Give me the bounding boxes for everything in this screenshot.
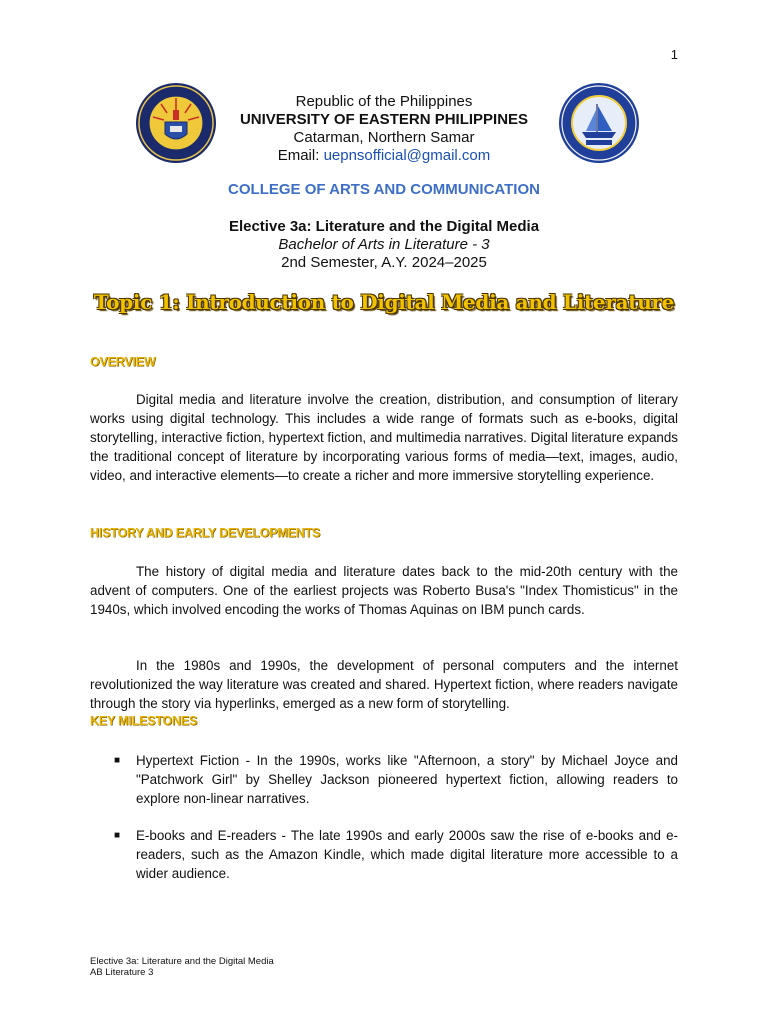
footer-line-2: AB Literature 3 xyxy=(90,967,154,978)
page-footer xyxy=(90,956,274,978)
course-semester: 2nd Semester, A.Y. 2024–2025 xyxy=(281,254,487,271)
page-number: 1 xyxy=(670,47,678,62)
history-paragraph-1: The history of digital media and literature dates back to the mid-20th century with the advent of computers. One of the earliest projects was Roberto Busa's "Index Thomisticus" in the 1940s, which involved encoding the works of Thomas Aquinas on IBM punch cards. xyxy=(90,564,678,617)
list-item: ■ E-books and E-readers - The late 1990s and early 2000s saw the rise of e-books and e-readers, such as the Amazon Kindle, which made digital literature more accessible to a wider audience. xyxy=(114,828,678,881)
university-name: UNIVERSITY OF EASTERN PHILIPPINES xyxy=(239,111,529,128)
history-paragraph-2: In the 1980s and 1990s, the development of personal computers and the internet revolutionized the way literature was created and shared. Hypertext fiction, where readers navigate through the story via hyperlinks, emerged as a new form of storytelling. xyxy=(90,658,678,711)
footer-line-1: Elective 3a: Literature and the Digital Media xyxy=(90,956,274,967)
university-location: Catarman, Northern Samar xyxy=(293,129,475,146)
email-line xyxy=(0,147,768,165)
square-bullet-icon: ■ xyxy=(114,755,121,766)
course-info xyxy=(0,218,768,272)
list-item: ■ Hypertext Fiction - In the 1990s, works like "Afternoon, a story" by Michael Joyce and "Patchwork Girl" by Shelley Jackson pioneered hypertext fiction, allowing readers to explore non-linear narratives. xyxy=(114,753,678,806)
republic-line: Republic of the Philippines xyxy=(295,93,473,110)
letterhead xyxy=(0,93,768,165)
square-bullet-icon: ■ xyxy=(114,830,121,841)
course-program: Bachelor of Arts in Literature - 3 xyxy=(278,236,490,253)
overview-heading: OVERVIEW xyxy=(90,355,156,369)
milestones-heading: KEY MILESTONES xyxy=(90,714,198,728)
course-title: Elective 3a: Literature and the Digital Media xyxy=(228,218,540,235)
email-link[interactable]: uepnsofficial@gmail.com xyxy=(323,147,491,164)
topic-title: Topic 1: Introduction to Digital Media and Literature xyxy=(93,290,675,314)
overview-paragraph: Digital media and literature involve the creation, distribution, and consumption of literary works using digital technology. This includes a wide range of formats such as e-books, digital storytelling, interactive fiction, hypertext fiction, and multimedia narratives. Digital literature expands the traditional concept of literature by incorporating various forms of media—text, images, audio, video, and interactive elements—to create a richer and more immersive storytelling experience. xyxy=(90,392,678,483)
history-heading: HISTORY AND EARLY DEVELOPMENTS xyxy=(90,526,321,540)
email-label: Email: xyxy=(277,147,324,164)
college-name: COLLEGE OF ARTS AND COMMUNICATION xyxy=(228,181,540,198)
